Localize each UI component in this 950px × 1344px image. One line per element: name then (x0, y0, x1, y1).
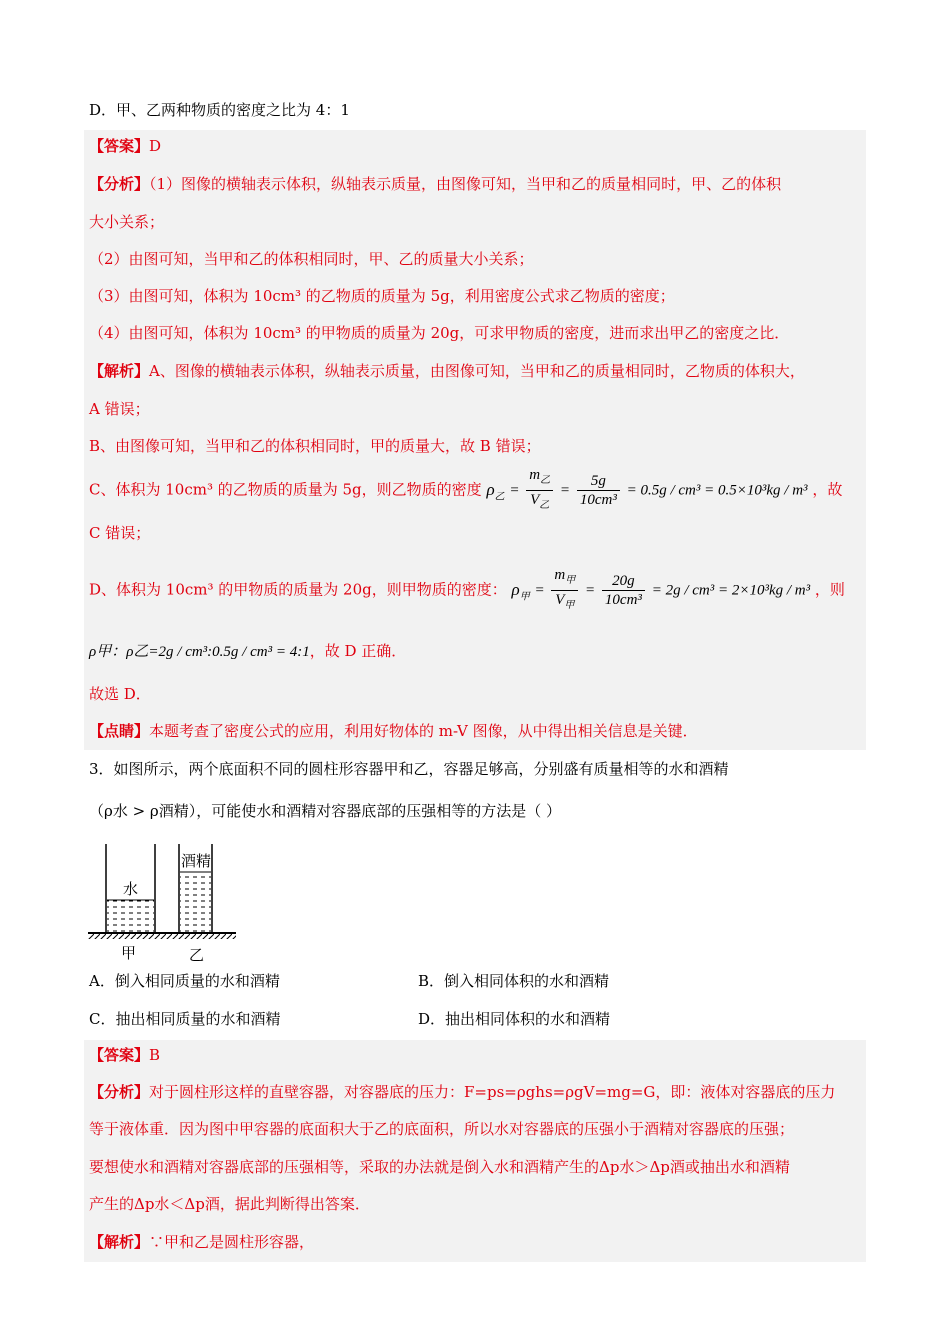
q3-stem-2: （ρ水 > ρ酒精），可能使水和酒精对容器底部的压强相等的方法是（ ） (89, 802, 562, 820)
solution-text-c-end: ，故 (812, 480, 843, 499)
option-d: D．甲、乙两种物质的密度之比为 4：1 (89, 101, 350, 119)
label-yi: 乙 (189, 946, 205, 964)
analysis-text-1a: （1）图像的横轴表示体积，纵轴表示质量，由图像可知，当甲和乙的质量相同时，甲、乙的体积 (149, 175, 782, 193)
containers-figure (88, 838, 238, 966)
density-ratio: ρ甲：ρ乙=2g / cm³:0.5g / cm³ = 4:1 (89, 644, 310, 660)
choose-line: 故选 D． (89, 685, 151, 703)
q3-analysis-line-1 (89, 1081, 835, 1103)
q3-option-b: B．倒入相同体积的水和酒精 (418, 972, 610, 990)
q3-analysis-text-1: 对于圆柱形这样的直壁容器，对容器底的压力：F=ps=ρghs=ρgV=mg=G，即：液体对容器底的压力 (149, 1083, 836, 1101)
fraction-5g-over-10cm3: $\frac{5g}{\text{10cm³}}$ (577, 472, 620, 509)
density-result-yi: = 0.5g / cm³ = 0.5×10³kg / m³ (626, 482, 808, 499)
solution-line-c2: C 错误； (89, 524, 151, 542)
analysis-line-1b: 大小关系； (89, 213, 165, 231)
analysis-line-2: （2）由图可知，当甲和乙的体积相同时，甲、乙的质量大小关系； (89, 250, 534, 268)
solution-text-c1: C、体积为 10cm³ 的乙物质的质量为 5g，则乙物质的密度 (89, 480, 482, 499)
rho-jia-symbol: $\rho_甲$ (511, 579, 530, 602)
solution-line-c1: C、体积为 10cm³ 的乙物质的质量为 5g，则乙物质的密度 $\rho_乙$ = $\frac{m_乙}{V_乙}$ = $\frac{5g}{\text{10cm³}}$ = 0.5g / cm³ = 0.5×10³kg / m³ ，故 (89, 466, 842, 515)
label-jia: 甲 (121, 944, 137, 962)
q3-analysis-line-4: 产生的Δp水＜Δp酒，据此判断得出答案． (89, 1195, 370, 1213)
q3-answer-tag: 【答案】 (89, 1046, 150, 1064)
q3-stem-1: 3．如图所示，两个底面积不同的圆柱形容器甲和乙，容器足够高，分别盛有质量相等的水和酒精 (89, 760, 729, 778)
comment-text: 本题考查了密度公式的应用，利用好物体的 m-V 图像，从中得出相关信息是关键． (149, 722, 698, 740)
analysis-line-1 (89, 173, 781, 195)
solution-ratio-end: ，故 D 正确． (309, 642, 407, 660)
q3-option-d: D．抽出相同体积的水和酒精 (418, 1010, 611, 1028)
solution-line-ratio (89, 640, 406, 663)
fraction-20g-over-10cm3: $\frac{20g}{\text{10cm³}}$ (602, 572, 645, 609)
solution-line-a2: A 错误； (89, 400, 150, 418)
answer-value: D (149, 137, 162, 155)
solution-line-b: B、由图像可知，当甲和乙的体积相同时，甲的质量大，故 B 错误； (89, 437, 541, 455)
q3-solution-tag: 【解析】 (89, 1233, 150, 1251)
solution-text-a1: A、图像的横轴表示体积，纵轴表示质量，由图像可知，当甲和乙的质量相同时，乙物质的体积大， (149, 362, 805, 380)
analysis-line-4: （4）由图可知，体积为 10cm³ 的甲物质的质量为 20g，可求甲物质的密度，进而求出甲乙的密度之比． (89, 324, 790, 342)
answer-tag: 【答案】 (89, 137, 150, 155)
label-water: 水 (123, 880, 139, 898)
analysis-tag: 【分析】 (89, 175, 150, 193)
comment-tag: 【点睛】 (89, 722, 150, 740)
density-result-jia: = 2g / cm³ = 2×10³kg / m³ (651, 582, 811, 599)
solution-line-d1: D、体积为 10cm³ 的甲物质的质量为 20g，则甲物质的密度： $\rho_甲$ = $\frac{m_甲}{V_甲}$ = $\frac{20g}{\text{10cm³}}$ = 2g / cm³ = 2×10³kg / m³ ，则 (89, 566, 845, 615)
solution-text-d1: D、体积为 10cm³ 的甲物质的质量为 20g，则甲物质的密度： (89, 580, 507, 599)
solution-text-d-end: ，则 (814, 580, 845, 599)
q3-option-c: C．抽出相同质量的水和酒精 (89, 1010, 281, 1028)
label-alcohol: 酒精 (181, 852, 212, 870)
solution-line-a1 (89, 360, 805, 382)
answer-line (89, 135, 161, 157)
q3-answer-line (89, 1044, 160, 1066)
q3-analysis-tag: 【分析】 (89, 1083, 150, 1101)
answer-block-q3 (84, 1040, 866, 1262)
q3-solution-line-1 (89, 1231, 314, 1253)
fraction-m-over-v-yi: $\frac{m_乙}{V_乙}$ (526, 466, 553, 515)
q3-answer-value: B (149, 1046, 161, 1064)
comment-line (89, 720, 698, 742)
q3-solution-text-1: ∵甲和乙是圆柱形容器， (149, 1233, 315, 1251)
q3-option-a: A．倒入相同质量的水和酒精 (89, 972, 280, 990)
fraction-m-over-v-jia: $\frac{m_甲}{V_甲}$ (551, 566, 578, 615)
analysis-line-3: （3）由图可知，体积为 10cm³ 的乙物质的质量为 5g，利用密度公式求乙物质的密度； (89, 287, 675, 305)
rho-yi-symbol: $\rho_乙$ (486, 479, 505, 502)
solution-tag: 【解析】 (89, 362, 150, 380)
q3-analysis-line-3: 要想使水和酒精对容器底部的压强相等，采取的办法就是倒入水和酒精产生的Δp水＞Δp酒或抽出水和酒精 (89, 1158, 790, 1176)
q3-analysis-line-2: 等于液体重．因为图中甲容器的底面积大于乙的底面积，所以水对容器底的压强小于酒精对容器底的压强； (89, 1120, 795, 1138)
